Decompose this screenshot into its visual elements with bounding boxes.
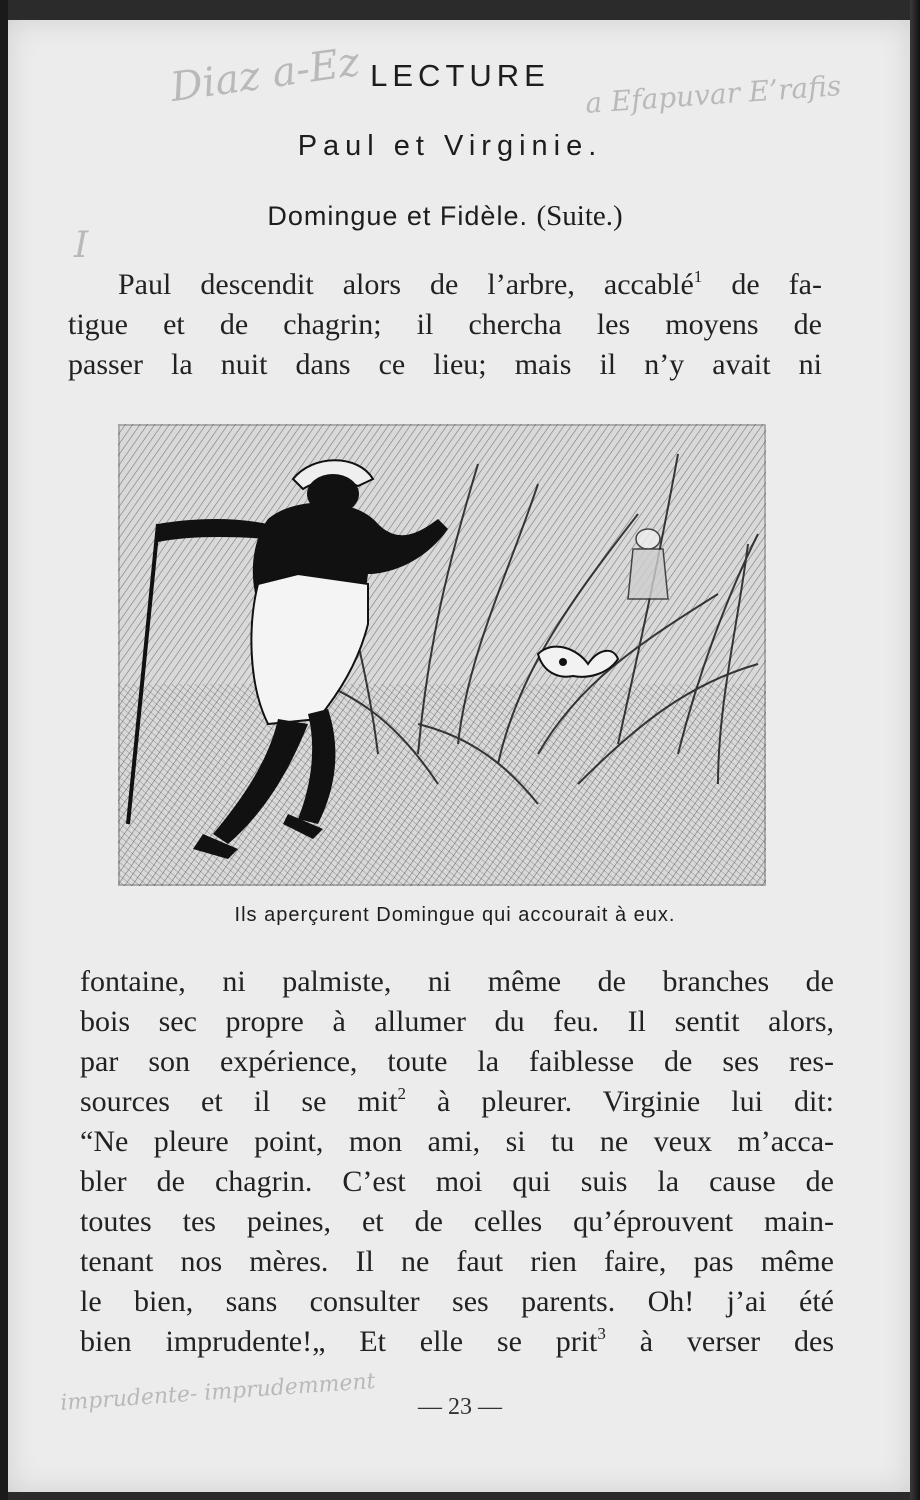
subtitle-main: Domingue et Fidèle. xyxy=(267,201,528,231)
page-title: Paul et Virginie. xyxy=(297,130,603,162)
text-line: Paul descendit alors de l’arbre, accablé$^1$ de fa- xyxy=(118,267,822,301)
text-line: fontaine, ni palmiste, ni même de branches de xyxy=(80,965,834,998)
paragraph-1 xyxy=(68,265,822,385)
paragraph-2 xyxy=(80,962,834,1362)
text-line: bien imprudente!„ Et elle se prit$^3$ à verser des xyxy=(80,1324,834,1358)
subtitle-suite: (Suite.) xyxy=(536,200,623,232)
text-line: bler de chagrin. C’est moi qui suis la cause de xyxy=(80,1165,834,1198)
page-number: — 23 — xyxy=(418,1394,502,1420)
text-line: toutes tes peines, et de celles qu’éprouvent main- xyxy=(80,1205,834,1238)
pencil-note-roman: I xyxy=(74,225,89,266)
chapter-subtitle xyxy=(0,200,890,233)
text-line: sources et il se mit$^2$ à pleurer. Virginie lui dit: xyxy=(80,1084,834,1118)
text-line: tigue et de chagrin; il chercha les moyens de xyxy=(68,308,822,341)
text-line: “Ne pleure point, mon ami, si tu ne veux m’acca- xyxy=(80,1125,834,1158)
engraving-illustration xyxy=(118,424,766,886)
text-line: le bien, sans consulter ses parents. Oh! j’ai été xyxy=(80,1285,834,1318)
page-edge xyxy=(910,0,920,1500)
pencil-note-top-left: Diaz a-Ez xyxy=(167,38,363,112)
text-line: bois sec propre à allumer du feu. Il sentit alors, xyxy=(80,1005,834,1038)
pencil-note-top-right: a Efapuvar E’rafis xyxy=(584,69,843,120)
text-line: par son expérience, toute la faiblesse de ses res- xyxy=(80,1045,834,1078)
text-line: tenant nos mères. Il ne faut rien faire, pas même xyxy=(80,1245,834,1278)
figure-caption: Ils aperçurent Domingue qui accourait à eux. xyxy=(234,904,676,926)
text-line: passer la nuit dans ce lieu; mais il n’y avait ni xyxy=(68,348,822,381)
pencil-note-bottom-left: imprudente- imprudemment xyxy=(59,1369,377,1416)
section-heading: LECTURE xyxy=(370,58,550,93)
